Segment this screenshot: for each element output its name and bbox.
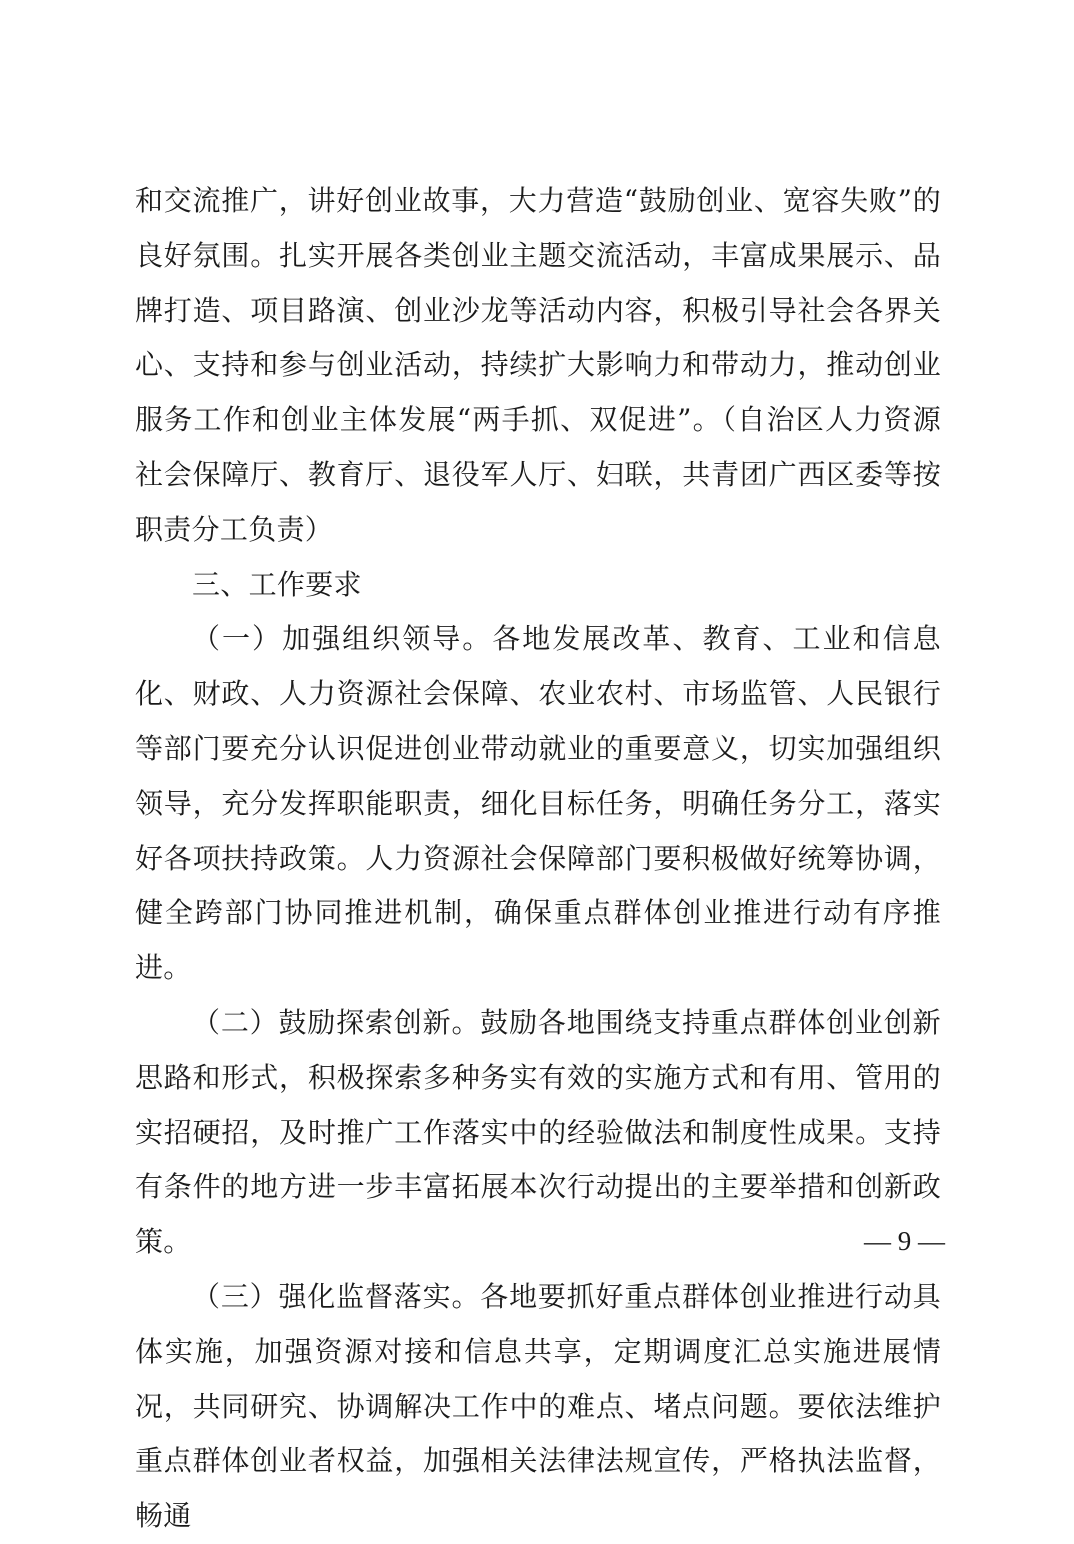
paragraph-lead: （二）鼓励探索创新。: [192, 1005, 481, 1039]
section-heading: 三、工作要求: [192, 567, 362, 601]
paragraph-text: 鼓励各地围绕支持重点群体创业创新思路和形式，积极探索多种务实有效的实施方式和有用、管用的实招硬招，及时推广工作落实中的经验做法和制度性成果。支持有条件的地方进一步丰富拓展本次行动提出的主要举措和创新政策。: [135, 1005, 941, 1259]
paragraph-organization: [135, 612, 941, 996]
responsible-departments: （自治区人力资源社会保障厅、教育厅、退役军人厅、妇联，共青团广西区委等按职责分工负责）: [135, 403, 942, 546]
paragraph-publicity: [135, 174, 941, 558]
paragraph-lead: （一）加强组织领导。: [192, 622, 493, 656]
paragraph-supervision: [135, 1270, 941, 1544]
paragraph-text: 和交流推广，讲好创业故事，大力营造“鼓励创业、宽容失败”的良好氛围。扎实开展各类创业主题交流活动，丰富成果展示、品牌打造、项目路演、创业沙龙等活动内容，积极引导社会各界关心、支持和参与创业活动，持续扩大影响力和带动力，推动创业服务工作和创业主体发展“两手抓、双促进”。: [135, 184, 941, 437]
body-text: [135, 174, 941, 1544]
page-number: — 9 —: [864, 1226, 945, 1256]
paragraph-lead: （三）强化监督落实。: [192, 1279, 481, 1313]
paragraph-text: 各地发展改革、教育、工业和信息化、财政、人力资源社会保障、农业农村、市场监管、人民银行等部门要充分认识促进创业带动就业的重要意义，切实加强组织领导，充分发挥职能职责，细化目标任务，明确任务分工，落实好各项扶持政策。人力资源社会保障部门要积极做好统筹协调，健全跨部门协同推进机制，确保重点群体创业推进行动有序推进。: [135, 622, 941, 985]
paragraph-text: 各地要抓好重点群体创业推进行动具体实施，加强资源对接和信息共享，定期调度汇总实施进展情况，共同研究、协调解决工作中的难点、堵点问题。要依法维护重点群体创业者权益，加强相关法律法规宣传，严格执法监督，畅通: [135, 1279, 941, 1533]
paragraph-innovation: [135, 996, 941, 1270]
